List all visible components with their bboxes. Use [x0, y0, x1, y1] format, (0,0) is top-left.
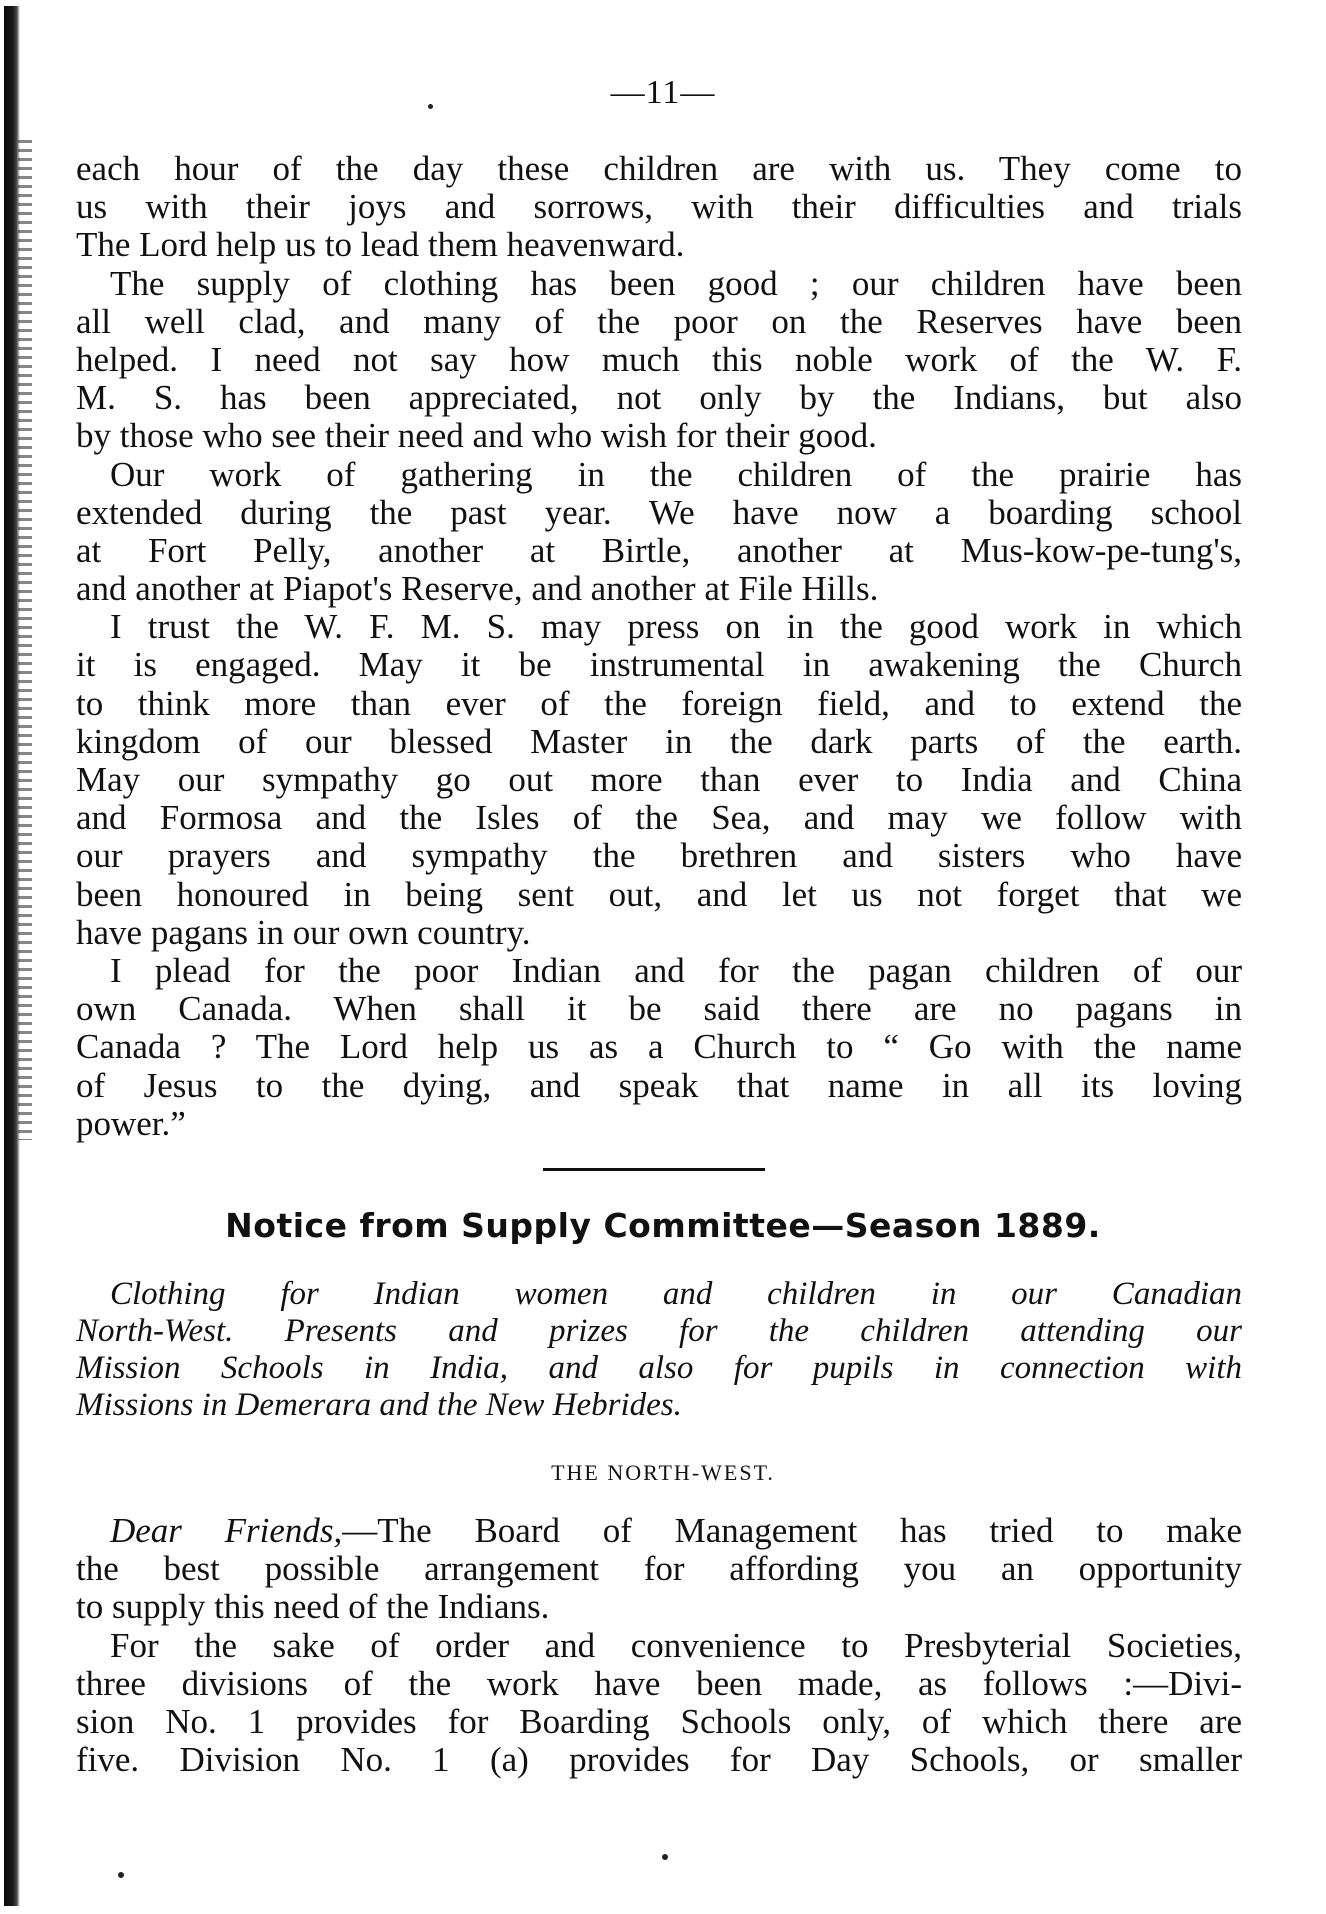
print-speck	[662, 1854, 668, 1860]
print-speck	[118, 1872, 124, 1878]
text-line: Mission Schools in India, and also for pupils in connection with	[76, 1350, 1242, 1386]
text-line: and another at Piapot's Reserve, and another at File Hills.	[76, 570, 879, 609]
text-line: power.”	[76, 1104, 186, 1143]
subheading: THE NORTH-WEST.	[551, 1460, 775, 1485]
text-line: and Formosa and the Isles of the Sea, and may we follow with	[76, 799, 1242, 838]
page-edge-binding	[18, 140, 32, 1140]
text-line: by those who see their need and who wish for their good.	[76, 417, 877, 456]
text-line: it is engaged. May it be instrumental in awakening the Church	[76, 646, 1242, 685]
section-divider	[543, 1168, 765, 1171]
text-line: I trust the W. F. M. S. may press on in the good work in which	[110, 608, 1242, 647]
text-line-rest: —The Board of Management has tried to make	[342, 1512, 1242, 1550]
text-line: North-West. Presents and prizes for the children attending our	[76, 1313, 1242, 1349]
salutation: Dear Friends,	[110, 1512, 343, 1550]
page-number: —11—	[610, 74, 716, 111]
text-line: kingdom of our blessed Master in the dark parts of the earth.	[76, 722, 1242, 761]
text-line: The Lord help us to lead them heavenward.	[76, 226, 685, 265]
text-line: each hour of the day these children are with us. They come to	[76, 150, 1242, 188]
text-line: three divisions of the work have been made, as follows :—Divi-	[76, 1664, 1242, 1703]
section-heading: Notice from Supply Committee—Season 1889.	[225, 1206, 1101, 1245]
text-line: Missions in Demerara and the New Hebrides.	[76, 1387, 682, 1423]
text-line	[76, 1512, 1242, 1550]
text-line: May our sympathy go out more than ever to India and China	[76, 761, 1242, 799]
text-line: have pagans in our own country.	[76, 913, 531, 952]
text-line: Clothing for Indian women and children in our Canadian	[110, 1276, 1242, 1312]
text-line: sion No. 1 provides for Boarding Schools only, of which there are	[76, 1702, 1242, 1741]
notice-body	[76, 1512, 1242, 1779]
text-line: the best possible arrangement for affording you an opportunity	[76, 1550, 1242, 1589]
text-line: been honoured in being sent out, and let us not forget that we	[76, 875, 1242, 914]
text-line: of Jesus to the dying, and speak that name in all its loving	[76, 1066, 1242, 1105]
text-line: The supply of clothing has been good ; our children have been	[110, 264, 1242, 303]
text-line: Our work of gathering in the children of the prairie has	[110, 455, 1242, 494]
text-line: our prayers and sympathy the brethren and sisters who have	[76, 837, 1242, 876]
text-line: us with their joys and sorrows, with their difficulties and trials	[76, 188, 1242, 227]
text-line: For the sake of order and convenience to Presbyterial Societies,	[110, 1626, 1242, 1665]
text-line: own Canada. When shall it be said there are no pagans in	[76, 990, 1242, 1029]
text-line: to supply this need of the Indians.	[76, 1588, 550, 1627]
text-line: at Fort Pelly, another at Birtle, another at Mus-kow-pe-tung's,	[76, 531, 1242, 570]
text-line: extended during the past year. We have now a boarding school	[76, 493, 1242, 532]
text-line: helped. I need not say how much this noble work of the W. F.	[76, 340, 1242, 379]
notice-intro	[76, 1276, 1242, 1424]
text-line: all well clad, and many of the poor on the Reserves have been	[76, 302, 1242, 341]
text-line: I plead for the poor Indian and for the pagan children of our	[110, 951, 1242, 990]
print-speck	[428, 104, 433, 109]
text-line: Canada ? The Lord help us as a Church to “ Go with the name	[76, 1028, 1242, 1067]
text-line: to think more than ever of the foreign field, and to extend the	[76, 684, 1242, 723]
text-line: five. Division No. 1 (a) provides for Day Schools, or smaller	[76, 1741, 1242, 1780]
text-line: M. S. has been appreciated, not only by the Indians, but also	[76, 379, 1242, 418]
letter-continuation	[76, 150, 1242, 1143]
